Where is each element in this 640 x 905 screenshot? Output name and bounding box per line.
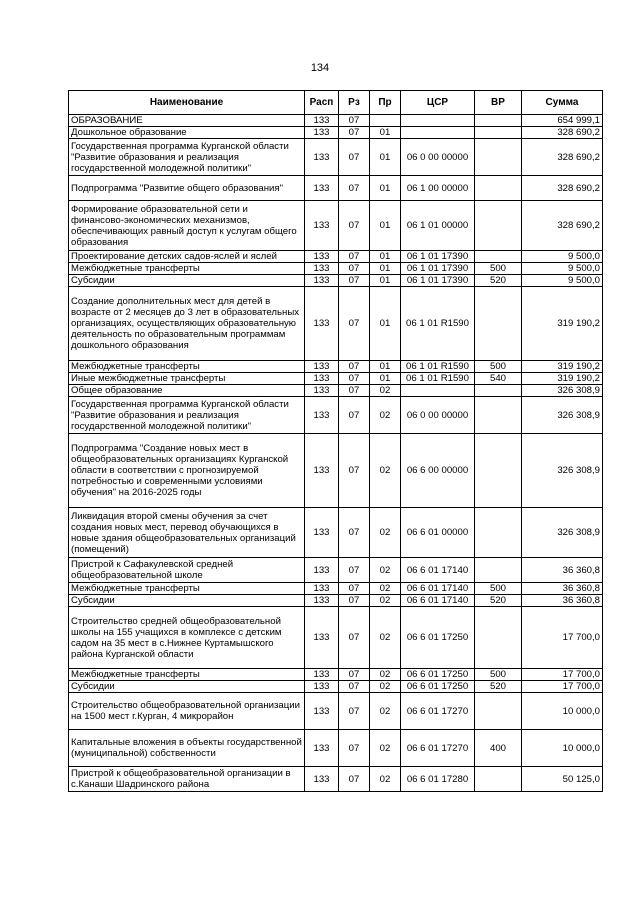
cell-vr: 520 — [475, 681, 522, 693]
cell-pr: 01 — [370, 201, 401, 251]
cell-name: Пристрой к общеобразовательной организации в с.Канаши Шадринского района — [69, 767, 305, 792]
table-row — [69, 139, 603, 176]
cell-vr — [475, 508, 522, 558]
cell-pr: 02 — [370, 595, 401, 607]
cell-sum: 9 500,0 — [522, 275, 603, 287]
cell-pr: 02 — [370, 730, 401, 767]
table-row — [69, 669, 603, 681]
table-row — [69, 595, 603, 607]
cell-pr: 02 — [370, 767, 401, 792]
cell-rz: 07 — [339, 730, 370, 767]
cell-pr: 02 — [370, 385, 401, 397]
cell-name: Подпрограмма "Создание новых мест в общеобразовательных организациях Курганской области в соответствии с прогнозируемой потребностью и современными условиями обучения" на 2016-2025 годы — [69, 434, 305, 508]
cell-vr: 520 — [475, 275, 522, 287]
cell-pr — [370, 115, 401, 127]
cell-csr: 06 1 01 R1590 — [401, 361, 475, 373]
table-row — [69, 681, 603, 693]
cell-vr: 400 — [475, 730, 522, 767]
cell-pr: 01 — [370, 275, 401, 287]
cell-csr: 06 1 00 00000 — [401, 176, 475, 201]
cell-pr: 01 — [370, 373, 401, 385]
cell-rz: 07 — [339, 385, 370, 397]
cell-rasp: 133 — [305, 595, 339, 607]
cell-name: Государственная программа Курганской области "Развитие образования и реализация государственной молодежной политики" — [69, 397, 305, 434]
cell-name: Межбюджетные трансферты — [69, 669, 305, 681]
cell-name: Межбюджетные трансферты — [69, 583, 305, 595]
column-header-pr: Пр — [370, 91, 401, 115]
column-header-rz: Рз — [339, 91, 370, 115]
cell-name: Дошкольное образование — [69, 127, 305, 139]
cell-pr: 02 — [370, 681, 401, 693]
table-row — [69, 373, 603, 385]
cell-sum: 319 190,2 — [522, 361, 603, 373]
cell-rasp: 133 — [305, 275, 339, 287]
table-row — [69, 767, 603, 792]
cell-sum: 17 700,0 — [522, 607, 603, 669]
cell-name: Строительство средней общеобразовательной школы на 155 учащихся в комплексе с детским садом на 35 мест в с.Нижнее Куртамышского района Курганской области — [69, 607, 305, 669]
cell-rasp: 133 — [305, 730, 339, 767]
cell-csr: 06 0 00 00000 — [401, 397, 475, 434]
cell-rz: 07 — [339, 767, 370, 792]
table-row — [69, 397, 603, 434]
cell-name: Проектирование детских садов-яслей и яслей — [69, 251, 305, 263]
cell-rz: 07 — [339, 681, 370, 693]
cell-rz: 07 — [339, 361, 370, 373]
table-row — [69, 115, 603, 127]
cell-rz: 07 — [339, 127, 370, 139]
cell-rasp: 133 — [305, 251, 339, 263]
column-header-csr: ЦСР — [401, 91, 475, 115]
table-row — [69, 275, 603, 287]
table-row — [69, 508, 603, 558]
cell-sum: 328 690,2 — [522, 139, 603, 176]
cell-sum: 326 308,9 — [522, 385, 603, 397]
cell-vr: 500 — [475, 361, 522, 373]
cell-rasp: 133 — [305, 583, 339, 595]
cell-csr: 06 6 00 00000 — [401, 434, 475, 508]
cell-sum: 17 700,0 — [522, 681, 603, 693]
cell-name: Субсидии — [69, 595, 305, 607]
table-row — [69, 583, 603, 595]
cell-rasp: 133 — [305, 287, 339, 361]
cell-rz: 07 — [339, 508, 370, 558]
cell-vr: 520 — [475, 595, 522, 607]
cell-csr: 06 0 00 00000 — [401, 139, 475, 176]
column-header-sum: Сумма — [522, 91, 603, 115]
budget-table — [68, 90, 603, 792]
table-row — [69, 558, 603, 583]
cell-rasp: 133 — [305, 607, 339, 669]
cell-vr: 500 — [475, 263, 522, 275]
cell-vr — [475, 139, 522, 176]
cell-pr: 02 — [370, 397, 401, 434]
cell-csr: 06 6 01 17250 — [401, 681, 475, 693]
cell-csr: 06 6 01 17250 — [401, 607, 475, 669]
cell-rasp: 133 — [305, 127, 339, 139]
cell-rasp: 133 — [305, 681, 339, 693]
cell-pr: 02 — [370, 607, 401, 669]
cell-rz: 07 — [339, 583, 370, 595]
cell-name: Ликвидация второй смены обучения за счет создания новых мест, перевод обучающихся в новые здания общеобразовательных организаций (помещений) — [69, 508, 305, 558]
cell-sum: 9 500,0 — [522, 263, 603, 275]
cell-csr: 06 1 01 17390 — [401, 275, 475, 287]
page-number: 134 — [310, 62, 330, 74]
cell-name: Подпрограмма "Развитие общего образования" — [69, 176, 305, 201]
cell-sum: 36 360,8 — [522, 583, 603, 595]
cell-vr — [475, 287, 522, 361]
cell-vr: 500 — [475, 583, 522, 595]
cell-vr — [475, 558, 522, 583]
table-body — [69, 115, 603, 792]
cell-rasp: 133 — [305, 397, 339, 434]
cell-vr: 540 — [475, 373, 522, 385]
cell-sum: 36 360,8 — [522, 595, 603, 607]
column-header-vr: ВР — [475, 91, 522, 115]
cell-pr: 01 — [370, 139, 401, 176]
cell-rasp: 133 — [305, 508, 339, 558]
cell-name: Общее образование — [69, 385, 305, 397]
cell-rasp: 133 — [305, 176, 339, 201]
cell-csr: 06 1 01 17390 — [401, 263, 475, 275]
cell-sum: 654 999,1 — [522, 115, 603, 127]
cell-rz: 07 — [339, 595, 370, 607]
cell-rz: 07 — [339, 397, 370, 434]
cell-rz: 07 — [339, 558, 370, 583]
table-row — [69, 127, 603, 139]
cell-name: Строительство общеобразовательной организации на 1500 мест г.Курган, 4 микрорайон — [69, 693, 305, 730]
cell-pr: 02 — [370, 434, 401, 508]
cell-sum: 17 700,0 — [522, 669, 603, 681]
table-row — [69, 287, 603, 361]
table-row — [69, 201, 603, 251]
cell-sum: 326 308,9 — [522, 434, 603, 508]
cell-vr — [475, 397, 522, 434]
cell-rasp: 133 — [305, 385, 339, 397]
cell-rz: 07 — [339, 251, 370, 263]
cell-pr: 02 — [370, 583, 401, 595]
cell-name: Капитальные вложения в объекты государственной (муниципальной) собственности — [69, 730, 305, 767]
cell-csr: 06 6 01 17140 — [401, 595, 475, 607]
cell-vr — [475, 385, 522, 397]
cell-pr: 01 — [370, 176, 401, 201]
cell-rasp: 133 — [305, 669, 339, 681]
table-row — [69, 385, 603, 397]
cell-csr — [401, 127, 475, 139]
column-header-rasp: Расп — [305, 91, 339, 115]
table-row — [69, 730, 603, 767]
cell-sum: 319 190,2 — [522, 287, 603, 361]
cell-vr — [475, 176, 522, 201]
cell-sum: 328 690,2 — [522, 127, 603, 139]
cell-sum: 326 308,9 — [522, 508, 603, 558]
cell-rasp: 133 — [305, 361, 339, 373]
cell-sum: 10 000,0 — [522, 693, 603, 730]
cell-pr: 01 — [370, 263, 401, 275]
cell-pr: 01 — [370, 127, 401, 139]
cell-rasp: 133 — [305, 115, 339, 127]
cell-name: Государственная программа Курганской области "Развитие образования и реализация государственной молодежной политики" — [69, 139, 305, 176]
cell-sum: 326 308,9 — [522, 397, 603, 434]
cell-sum: 328 690,2 — [522, 176, 603, 201]
cell-vr: 500 — [475, 669, 522, 681]
cell-rz: 07 — [339, 607, 370, 669]
cell-sum: 319 190,2 — [522, 373, 603, 385]
cell-rz: 07 — [339, 434, 370, 508]
cell-sum: 9 500,0 — [522, 251, 603, 263]
cell-pr: 01 — [370, 287, 401, 361]
table-row — [69, 434, 603, 508]
cell-csr: 06 6 01 17140 — [401, 583, 475, 595]
cell-pr: 02 — [370, 508, 401, 558]
table-row — [69, 176, 603, 201]
cell-vr — [475, 115, 522, 127]
cell-pr: 01 — [370, 251, 401, 263]
cell-rz: 07 — [339, 115, 370, 127]
cell-sum: 50 125,0 — [522, 767, 603, 792]
cell-csr: 06 1 01 R1590 — [401, 287, 475, 361]
cell-csr: 06 6 01 17280 — [401, 767, 475, 792]
cell-name: Пристрой к Сафакулевской средней общеобразовательной школе — [69, 558, 305, 583]
cell-rasp: 133 — [305, 373, 339, 385]
cell-csr: 06 6 01 17250 — [401, 669, 475, 681]
cell-csr — [401, 385, 475, 397]
cell-sum: 10 000,0 — [522, 730, 603, 767]
cell-vr — [475, 434, 522, 508]
cell-name: Субсидии — [69, 275, 305, 287]
cell-pr: 02 — [370, 558, 401, 583]
cell-rz: 07 — [339, 139, 370, 176]
cell-vr — [475, 251, 522, 263]
table-row — [69, 693, 603, 730]
cell-rasp: 133 — [305, 139, 339, 176]
cell-csr: 06 6 01 17140 — [401, 558, 475, 583]
table-row — [69, 263, 603, 275]
cell-vr — [475, 201, 522, 251]
cell-rz: 07 — [339, 201, 370, 251]
cell-sum: 36 360,8 — [522, 558, 603, 583]
column-header-name: Наименование — [69, 91, 305, 115]
cell-rz: 07 — [339, 287, 370, 361]
cell-name: Иные межбюджетные трансферты — [69, 373, 305, 385]
cell-vr — [475, 693, 522, 730]
table-row — [69, 361, 603, 373]
cell-vr — [475, 127, 522, 139]
table-row — [69, 251, 603, 263]
cell-rasp: 133 — [305, 767, 339, 792]
cell-rasp: 133 — [305, 263, 339, 275]
cell-vr — [475, 607, 522, 669]
cell-csr: 06 6 01 17270 — [401, 730, 475, 767]
cell-pr: 02 — [370, 693, 401, 730]
cell-rasp: 133 — [305, 693, 339, 730]
cell-csr — [401, 115, 475, 127]
cell-vr — [475, 767, 522, 792]
cell-name: Субсидии — [69, 681, 305, 693]
cell-csr: 06 1 01 R1590 — [401, 373, 475, 385]
cell-rasp: 133 — [305, 558, 339, 583]
cell-name: Создание дополнительных мест для детей в возрасте от 2 месяцев до 3 лет в образовательных организациях, осуществляющих образовательную деятельность по образовательным программам дошкольного образования — [69, 287, 305, 361]
cell-csr: 06 6 01 17270 — [401, 693, 475, 730]
cell-rz: 07 — [339, 263, 370, 275]
cell-pr: 01 — [370, 361, 401, 373]
cell-name: ОБРАЗОВАНИЕ — [69, 115, 305, 127]
cell-rz: 07 — [339, 693, 370, 730]
cell-name: Формирование образовательной сети и финансово-экономических механизмов, обеспечивающих равный доступ к услугам общего образования — [69, 201, 305, 251]
cell-rasp: 133 — [305, 201, 339, 251]
cell-csr: 06 6 01 00000 — [401, 508, 475, 558]
cell-name: Межбюджетные трансферты — [69, 263, 305, 275]
cell-name: Межбюджетные трансферты — [69, 361, 305, 373]
cell-rz: 07 — [339, 275, 370, 287]
cell-csr: 06 1 01 17390 — [401, 251, 475, 263]
cell-csr: 06 1 01 00000 — [401, 201, 475, 251]
table-row — [69, 607, 603, 669]
cell-rz: 07 — [339, 373, 370, 385]
cell-rasp: 133 — [305, 434, 339, 508]
cell-pr: 02 — [370, 669, 401, 681]
cell-rz: 07 — [339, 669, 370, 681]
cell-sum: 328 690,2 — [522, 201, 603, 251]
cell-rz: 07 — [339, 176, 370, 201]
table-header-row — [69, 91, 603, 115]
